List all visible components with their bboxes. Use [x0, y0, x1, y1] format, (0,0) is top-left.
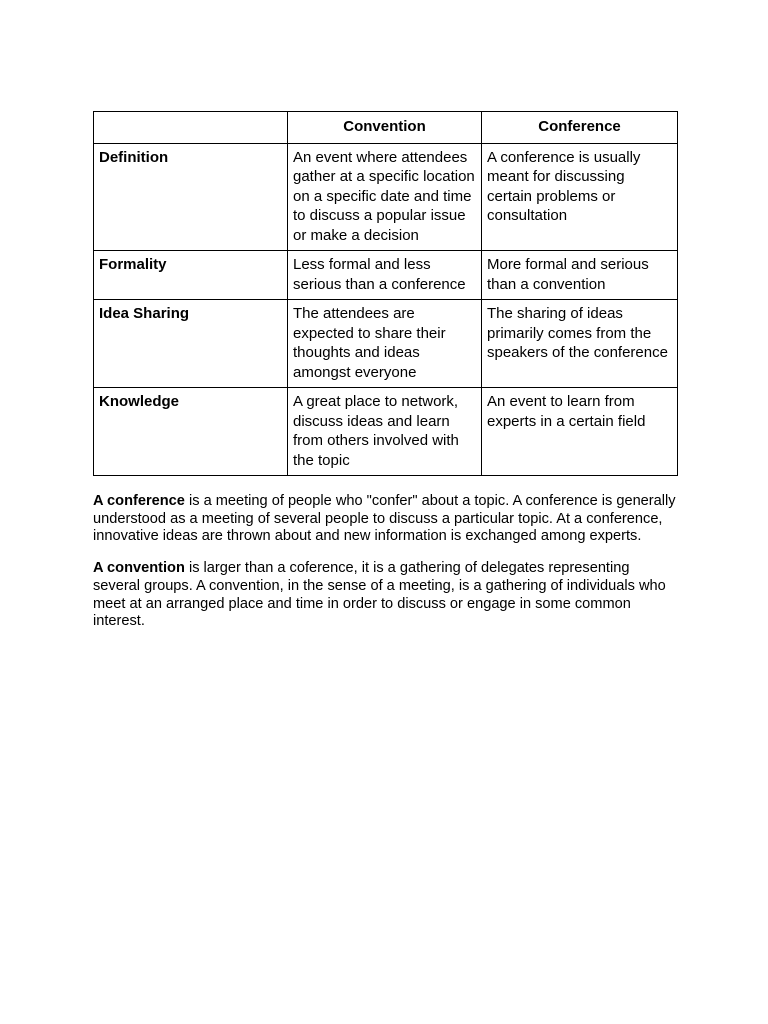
table-row-definition — [94, 143, 678, 251]
conference-cell: More formal and serious than a convention — [482, 251, 678, 300]
conference-cell: The sharing of ideas primarily comes from the speakers of the conference — [482, 300, 678, 388]
row-label: Definition — [94, 143, 288, 251]
table-row-knowledge — [94, 388, 678, 476]
conference-cell: A conference is usually meant for discussing certain problems or consultation — [482, 143, 678, 251]
table-header-row — [94, 112, 678, 144]
convention-cell: An event where attendees gather at a specific location on a specific date and time to discuss a popular issue or make a decision — [288, 143, 482, 251]
row-label: Idea Sharing — [94, 300, 288, 388]
comparison-table — [93, 111, 678, 476]
document-page — [93, 111, 677, 631]
convention-text: is larger than a coference, it is a gathering of delegates representing several groups. A convention, in the sense of a meeting, is a gathering of individuals who meet at an arranged place and time in order to discuss or engage in some common interest. — [93, 560, 666, 630]
table-row-idea-sharing — [94, 300, 678, 388]
header-cell-empty — [94, 112, 288, 144]
conference-lead: A conference — [93, 493, 185, 509]
row-label: Formality — [94, 251, 288, 300]
convention-cell: The attendees are expected to share their thoughts and ideas amongst everyone — [288, 300, 482, 388]
header-cell-convention: Convention — [288, 112, 482, 144]
conference-cell: An event to learn from experts in a certain field — [482, 388, 678, 476]
convention-cell: A great place to network, discuss ideas and learn from others involved with the topic — [288, 388, 482, 476]
convention-cell: Less formal and less serious than a conference — [288, 251, 482, 300]
row-label: Knowledge — [94, 388, 288, 476]
table-row-formality — [94, 251, 678, 300]
conference-text: is a meeting of people who "confer" about a topic. A conference is generally understood as a meeting of several people to discuss a particular topic. At a conference, innovative ideas are thrown about and new information is exchanged among experts. — [93, 493, 676, 545]
header-cell-conference: Conference — [482, 112, 678, 144]
convention-lead: A convention — [93, 560, 185, 577]
conference-paragraph — [93, 493, 677, 546]
convention-paragraph — [93, 560, 677, 631]
